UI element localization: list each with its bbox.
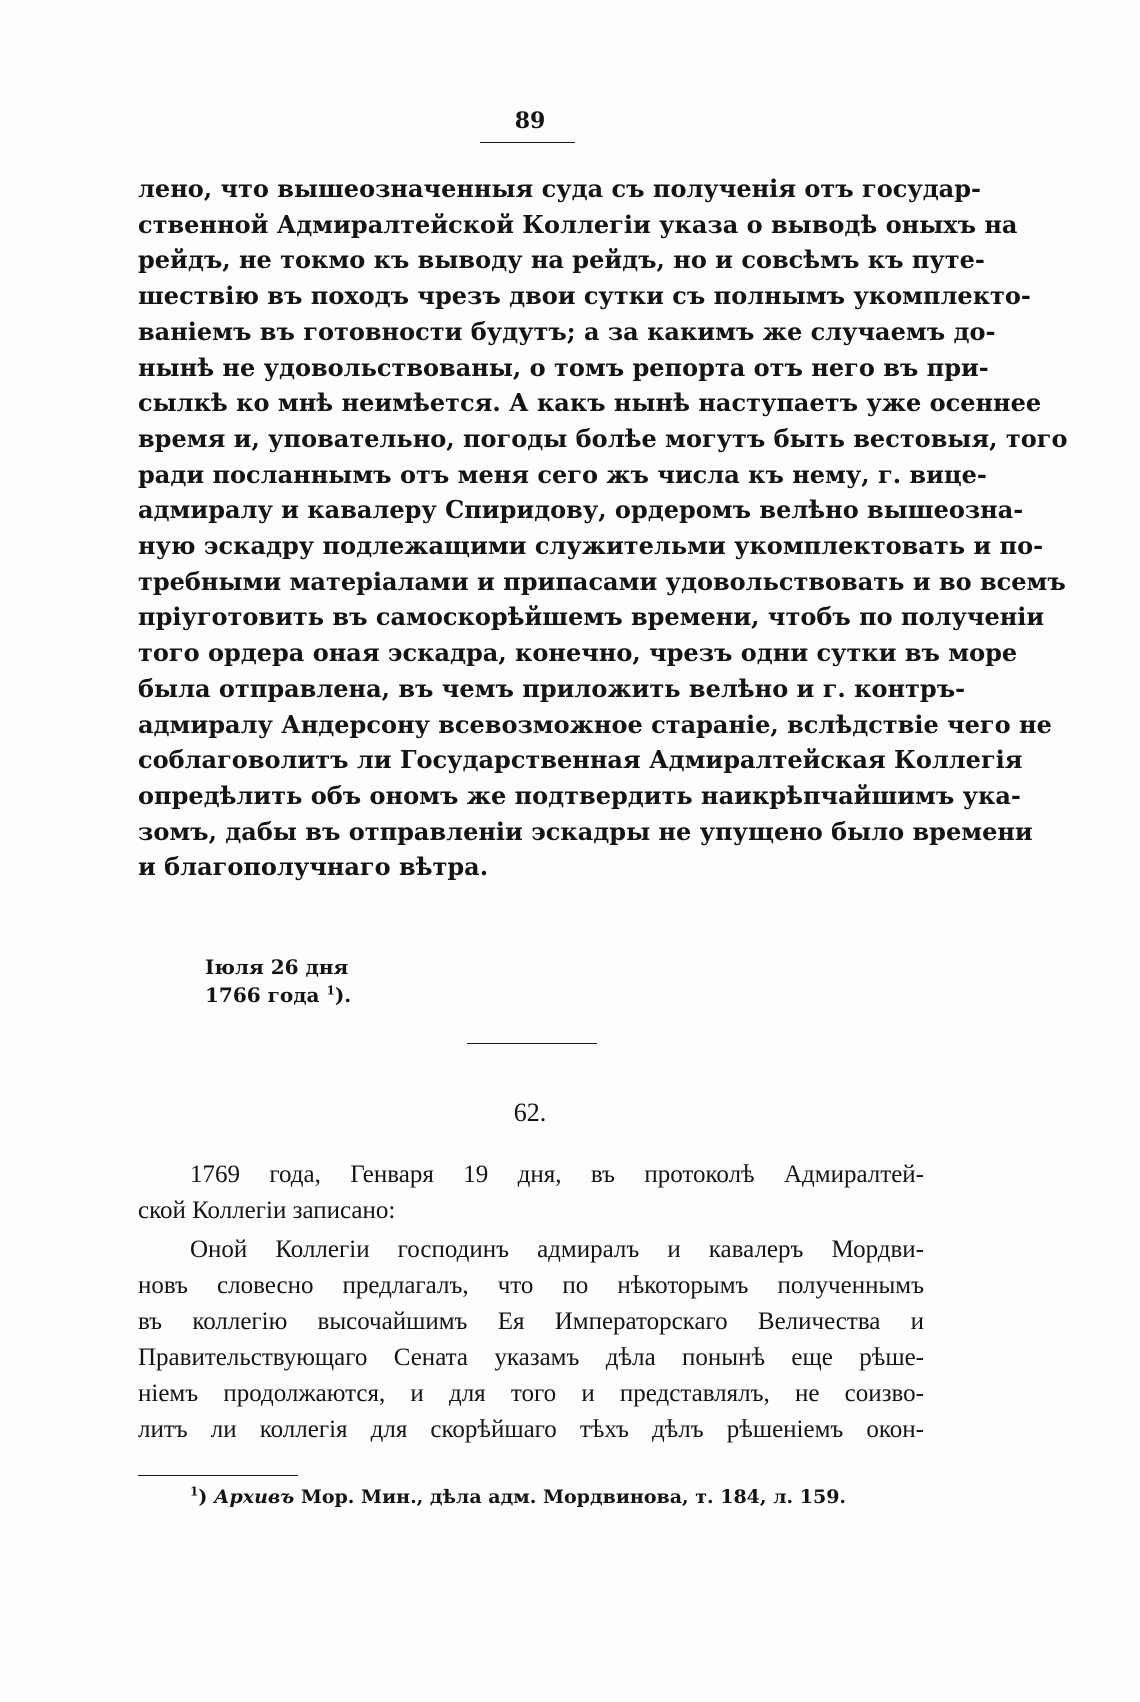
text-line: ную эскадру подлежащими служительми укомплектовать и по- (138, 531, 1044, 561)
text-line: Правительствующаго Сената указамъ дѣла понынѣ еще рѣше- (138, 1344, 924, 1371)
text-line: рейдъ, не токмо къ выводу на рейдъ, но и совсѣмъ къ путе- (138, 245, 985, 275)
text-line: литъ ли коллегія для скорѣйшаго тѣхъ дѣлъ рѣшеніемъ окон- (138, 1416, 924, 1443)
text-line: опредѣлить объ ономъ же подтвердить наикрѣпчайшимъ ука- (138, 780, 1021, 810)
text-line: ніемъ продолжаются, и для того и представлялъ, не соизво- (138, 1380, 924, 1407)
text-line: сылкѣ ко мнѣ неимѣется. А какъ нынѣ наступаетъ уже осеннее (138, 388, 1042, 418)
text-line: пріуготовить въ самоскорѣйшемъ времени, чтобъ по полученіи (138, 602, 1045, 632)
text-line: лено, что вышеозначенныя суда съ полученія отъ государ- (138, 174, 981, 203)
text-line: новъ словесно предлагалъ, что по нѣкоторымъ полученнымъ (138, 1272, 924, 1299)
text-line: адмиралу и кавалеру Спиридову, ордеромъ велѣно вышеозна- (138, 495, 1024, 525)
text-line: зомъ, дабы въ отправленіи эскадры не упущено было времени (138, 816, 1033, 846)
text-line: была отправлена, въ чемъ приложить велѣно и г. контръ- (138, 673, 966, 703)
date-line-year (205, 981, 351, 1009)
page-number-rule (480, 142, 575, 143)
text-line: Оной Коллегіи господинъ адмиралъ и кавалеръ Мордви- (190, 1236, 924, 1263)
text-line: ственной Адмиралтейской Коллегіи указа о выводѣ оныхъ на (138, 209, 1018, 239)
text-line: шествію въ походъ чрезъ двои сутки съ полнымъ укомплекто- (138, 281, 1031, 311)
text-line: нынѣ не удовольствованы, о томъ репорта отъ него въ при- (138, 352, 989, 382)
footnote-text: Мор. Мин., дѣла адм. Мордвинова, т. 184, л. 159. (300, 1486, 847, 1508)
footnote (190, 1482, 846, 1512)
text-line: того ордера оная эскадра, конечно, чрезъ одни сутки въ море (138, 638, 1018, 668)
text-line: время и, уповательно, погоды болѣе могутъ быть вестовыя, того (138, 423, 1068, 453)
footnote-marker-suffix: ) (198, 1486, 208, 1508)
date-year: 1766 года (205, 983, 320, 1007)
text-line: ради посланнымъ отъ меня сего жъ числа къ нему, г. вице- (138, 459, 987, 489)
text-line: адмиралу Андерсону всевозможное стараніе, вслѣдствіе чего не (138, 709, 1052, 739)
date-suffix: ). (334, 983, 352, 1007)
document-number: 62. (513, 1098, 547, 1127)
text-line: и благополучнаго вѣтра. (138, 852, 489, 882)
footnote-reference: 1 (326, 983, 335, 998)
continuation-text (138, 171, 1068, 885)
document-body (138, 1232, 924, 1448)
footnote-source: Архивъ (213, 1486, 295, 1508)
page-number: 89 (514, 108, 546, 134)
text-line: 1769 года, Генваря 19 дня, въ протоколѣ Адмиралтей- (190, 1161, 924, 1188)
document-intro (138, 1157, 924, 1229)
text-line: въ коллегію высочайшимъ Ея Императорскаго Величества и (138, 1308, 924, 1335)
date-line-day: Іюля 26 дня (205, 955, 349, 979)
text-line: соблаговолитъ ли Государственная Адмиралтейская Коллегія (138, 745, 1023, 775)
text-line: ваніемъ въ готовности будутъ; а за какимъ же случаемъ до- (138, 316, 996, 346)
date-block (205, 953, 351, 1009)
section-divider (467, 1043, 597, 1044)
text-line: ской Коллегіи записано: (138, 1197, 396, 1224)
text-line: требными матеріалами и припасами удовольствовать и во всемъ (138, 566, 1066, 596)
footnote-marker: 1 (190, 1484, 199, 1499)
footnote-rule (138, 1475, 298, 1476)
